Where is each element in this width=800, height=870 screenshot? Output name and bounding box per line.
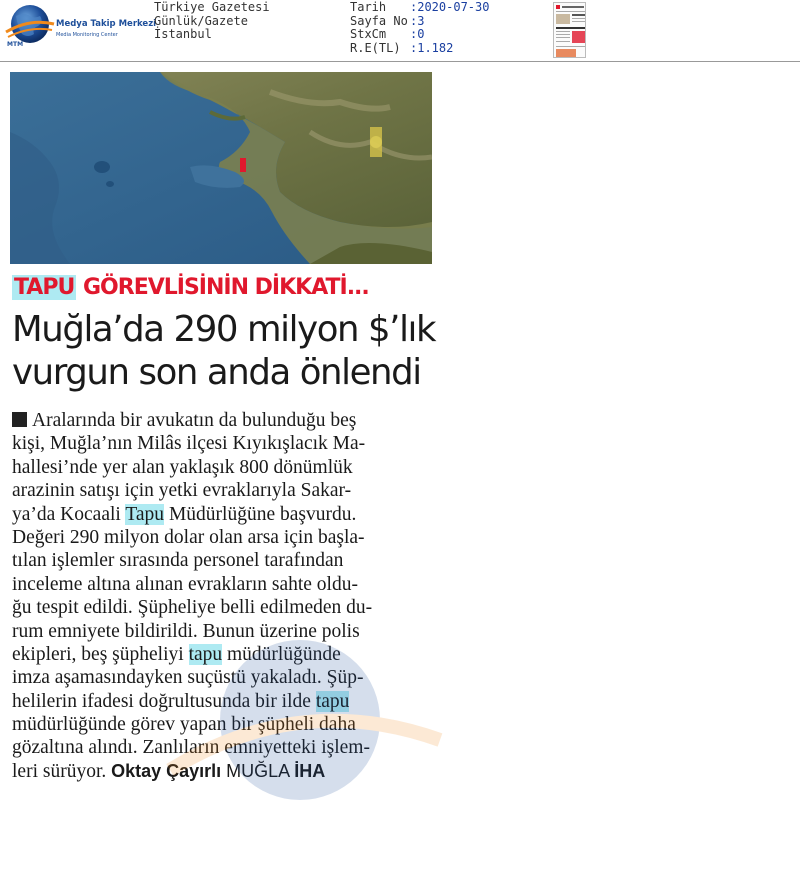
body-line: ğu tespit edildi. Şüpheliye belli edilmeden du- (12, 597, 373, 619)
detail-value: :1.182 (410, 40, 454, 55)
body-line: gözaltına alındı. Zanlıların emniyetteki işlem- (12, 737, 370, 759)
publication-city: İstanbul (154, 27, 212, 41)
article-body (12, 409, 442, 783)
article-headline (12, 308, 437, 394)
publication-info (154, 1, 270, 42)
logo-subtitle: Media Monitoring Center (56, 32, 118, 38)
byline-location: MUĞLA (221, 760, 295, 781)
body-line: ya’da Kocaali Tapu Müdürlüğüne başvurdu. (12, 503, 357, 525)
detail-key: Tarih (350, 0, 387, 14)
body-line: helilerin ifadesi doğrultusunda bir ilde tapu (12, 690, 350, 712)
kicker-highlight: TAPU (14, 275, 75, 300)
kicker-rest: GÖREVLİSİNİN DİKKATİ... (76, 275, 369, 300)
header-divider (0, 61, 800, 62)
logo-badge: MTM (7, 41, 24, 48)
detail-row-ad-value (350, 42, 489, 56)
logo-title: Medya Takip Merkezi (56, 19, 157, 29)
location-marker (240, 158, 246, 172)
keyword-highlight: tapu (315, 690, 350, 712)
detail-value: :0 (410, 27, 425, 41)
square-bullet-icon (12, 412, 27, 427)
detail-row-stxcm (350, 28, 489, 42)
body-line: inceleme altına alınan evrakların sahte oldu- (12, 573, 358, 595)
body-line: Değeri 290 milyon dolar olan arsa için başla- (12, 526, 365, 548)
clipping-header (0, 0, 800, 62)
keyword-highlight: Tapu (125, 503, 165, 525)
headline-line-2: vurgun son anda önlendi (12, 352, 421, 393)
detail-key: StxCm (350, 27, 387, 41)
detail-key: R.E(TL) (350, 40, 401, 55)
publication-name: Türkiye Gazetesi (154, 0, 270, 14)
body-line: leri sürüyor. Oktay Çayırlı MUĞLA İHA (12, 760, 326, 782)
detail-key: Sayfa No (350, 13, 408, 28)
byline-author: Oktay Çayırlı (111, 760, 222, 781)
satellite-map-photo (10, 72, 432, 264)
media-monitoring-logo (2, 4, 157, 48)
keyword-highlight: tapu (188, 643, 223, 665)
page-thumbnail[interactable] (553, 2, 586, 58)
body-line: ekipleri, beş şüpheliyi tapu müdürlüğünde (12, 643, 341, 665)
body-line: imza aşamasındayken suçüstü yakaladı. Şüp- (12, 667, 364, 689)
publication-type: Günlük/Gazete (154, 13, 248, 28)
headline-line-1: Muğla’da 290 milyon $’lık (12, 309, 436, 350)
aerial-map-image (10, 72, 432, 264)
body-line: rum emniyete bildirildi. Bunun üzerine polis (12, 620, 360, 642)
clipping-details (350, 1, 489, 55)
body-line: müdürlüğünde görev yapan bir şüpheli daha (12, 714, 356, 736)
body-line: kişi, Muğla’nın Milâs ilçesi Kıyıkışlacık Ma- (12, 433, 366, 455)
detail-value: :3 (410, 13, 425, 28)
body-line: Aralarında bir avukatın da bulunduğu beş (12, 409, 442, 432)
detail-row-date (350, 1, 489, 15)
globe-icon (4, 4, 56, 48)
detail-row-page (350, 15, 489, 29)
newspaper-page-icon (554, 3, 586, 58)
byline-agency: İHA (294, 760, 326, 781)
article-kicker (12, 275, 369, 300)
body-line: tılan işlemler sırasında personel tarafından (12, 550, 344, 572)
detail-value: :2020-07-30 (410, 0, 490, 14)
body-line: hallesi’nde yer alan yaklaşık 800 dönümlük (12, 456, 353, 478)
body-line: arazinin satışı için yetki evraklarıyla Sakar- (12, 480, 352, 502)
